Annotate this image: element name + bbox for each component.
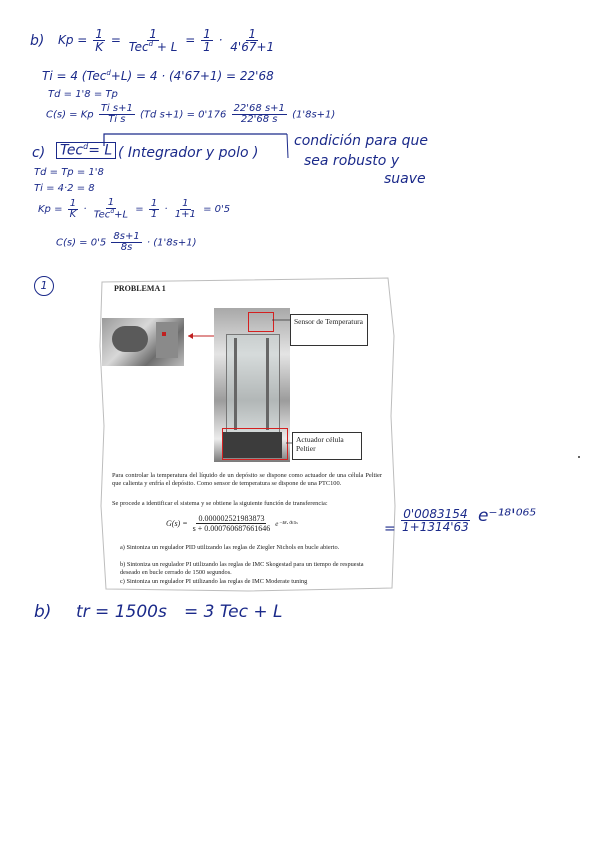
pasted-problem-image — [98, 276, 398, 592]
problem-paragraph-2: Se procede a identificar el sistema y se obtiene la siguiente función de transferencia: — [112, 500, 328, 507]
transfer-function-lhs: G(s) = — [166, 519, 188, 528]
problem-item-c: c) Sintoniza un regulador PI utilizando las reglas de IMC Moderate tuning — [120, 578, 308, 585]
problem-item-b: b) Sintoniza un regulador PI utilizando las reglas de IMC Skogestad para un tiempo de respuesta deseado en bucle cerrado de 1500 segundos. — [120, 561, 364, 576]
final-b-label: b) — [34, 602, 52, 622]
problem-title: PROBLEMA 1 — [114, 284, 166, 293]
b-cs-line: C(s) = Kp $\frac{\text{Ti s+1}}{\text{Ti s}}$ (Td s+1) = 0'176 $\frac{22'68 s+1}{22'68 s}$ (1'8s+1) — [46, 103, 336, 125]
b-frac-1: $\frac{1}{K}$ — [95, 27, 104, 54]
b-kp-label: Kp = — [58, 33, 88, 47]
c-label: c) — [32, 145, 46, 161]
actuator-callout: Actuador célula Peltier — [292, 432, 362, 460]
b-label: b) — [30, 33, 45, 49]
gs-simplified-fraction: $\frac{0'0083154}{1+1314'63}$ — [402, 507, 469, 534]
c-boxed-condition: Tec$^d$= L — [56, 142, 116, 159]
b-frac-3: $\frac{1}{1}$ — [203, 27, 211, 54]
c-bracket-line — [102, 128, 292, 160]
problem-number-circle: 1 — [34, 276, 54, 296]
actuator-highlight-box — [222, 428, 288, 460]
sensor-highlight-box — [248, 312, 274, 332]
c-ti-line: Ti = 4·2 = 8 — [34, 183, 95, 194]
b-kp-formula: Kp = $\frac{1}{K}$ = $\frac{1}{Tec^d + L}$ = $\frac{1}{1}$ · $\frac{1}{4'67+1}$ — [58, 27, 275, 54]
problem-paragraph-1: Para controlar la temperatura del líquido de un depósito se dispone como actuador de una célula Peltier que calienta y enfría el depósito. Como sensor de temperatura se dispone de una PTC100. — [112, 472, 382, 487]
c-condition-note-3: suave — [384, 171, 426, 187]
gs-delay-term: e⁻¹⁸'⁰⁶⁵ — [478, 506, 537, 526]
c-condition-note-1: condición para que — [294, 133, 429, 149]
c-paren-note: ( Integrador y polo ) — [118, 145, 259, 161]
final-tr-equation: = 3 Tec + L — [184, 602, 283, 622]
pointer-arrow — [184, 330, 218, 342]
final-tr-value: tr = 1500s — [76, 602, 167, 622]
c-kp-formula: Kp = $\frac{1}{K}$ · $\frac{1}{Tec^d+L}$ = $\frac{1}{1}$ · $\frac{1}{1+1}$ = 0'5 — [38, 197, 231, 221]
transfer-function: G(s) = $\frac{0.000002521983873}{s + 0.000760687661646}$ e⁻¹⁸·⁰⁶⁵ˢ — [166, 514, 298, 533]
gs-equals: = — [384, 521, 396, 537]
sensor-callout: Sensor de Temperatura — [290, 314, 368, 346]
stray-mark — [578, 456, 580, 458]
c-cs-line: C(s) = 0'5 $\frac{8s+1}{8s}$ · (1'8s+1) — [56, 231, 197, 253]
equipment-photo-left — [102, 318, 184, 366]
b-frac-4: $\frac{1}{4'67+1}$ — [230, 27, 275, 54]
problem-item-a: a) Sintoniza un regulador PID utilizando las reglas de Ziegler Nichols en bucle abierto. — [120, 544, 340, 551]
b-frac-2: $\frac{1}{Tec^d + L}$ — [128, 27, 178, 54]
sensor-connector — [272, 316, 292, 326]
b-td-line: Td = 1'8 = Tp — [48, 89, 118, 100]
c-td-line: Td = Tp = 1'8 — [34, 167, 104, 178]
b-ti-line: Ti = 4 (Tec$^d$+L) = 4 · (4'67+1) = 22'68 — [42, 69, 274, 83]
c-condition-note-2: sea robusto y — [304, 153, 400, 169]
